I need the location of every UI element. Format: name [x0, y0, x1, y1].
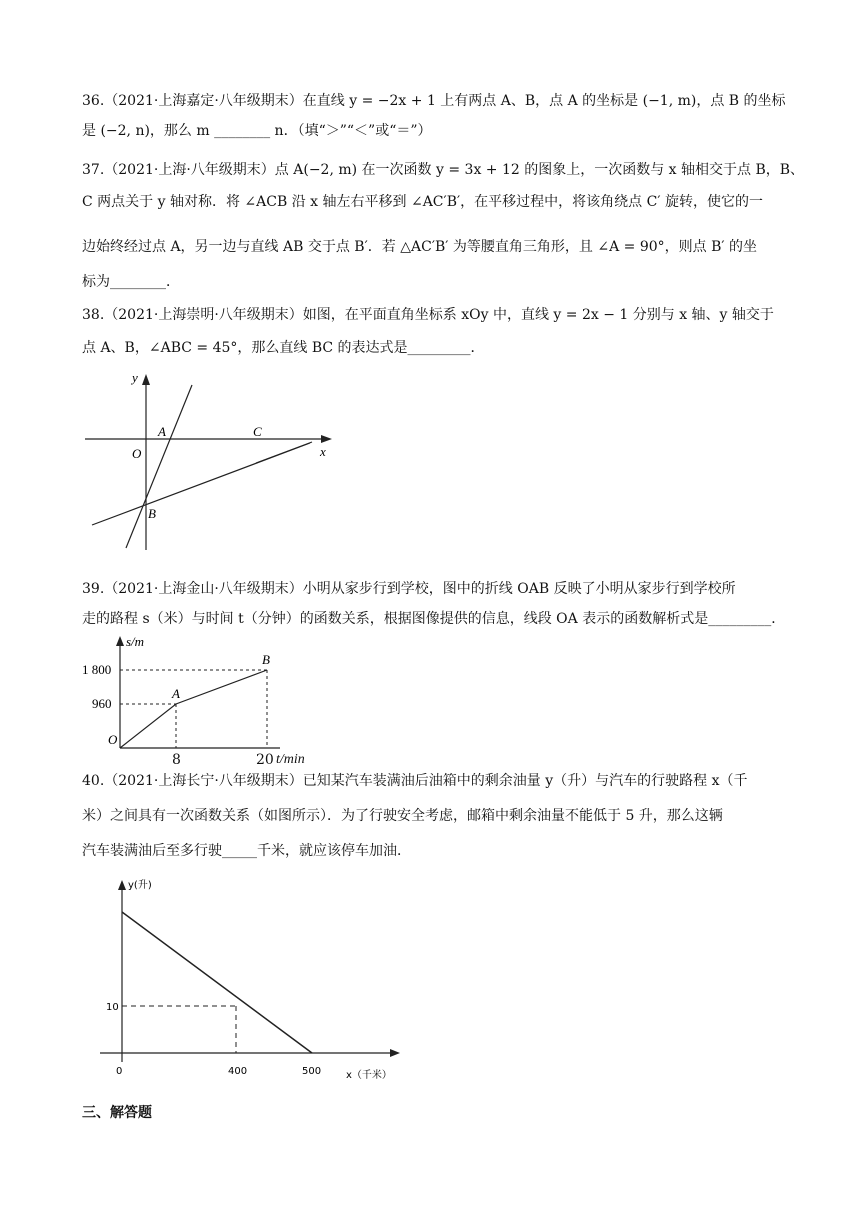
- label-960: 960: [92, 696, 112, 711]
- q37-line-3: 边始终经过点 A，另一边与直线 AB 交于点 B′．若 △AC′B′ 为等腰直角三角形，且 ∠A = 90°，则点 B′ 的坐: [82, 239, 758, 255]
- section-heading: 三、解答题: [82, 1105, 152, 1121]
- figure-40-svg: [90, 872, 410, 1082]
- line-ab: [126, 385, 192, 548]
- y-axis-arrow-icon: [118, 880, 126, 890]
- q40-line-1: 40.（2021·上海长宁·八年级期末）已知某汽车装满油后油箱中的剩余油量 y（升）与汽车的行驶路程 x（千: [82, 773, 748, 789]
- label-x: x: [320, 444, 326, 459]
- y-axis-arrow-icon: [116, 636, 124, 646]
- label-x-axis: x（千米）: [346, 1070, 392, 1081]
- label-o: O: [132, 446, 142, 461]
- x-axis-arrow-icon: [321, 435, 332, 443]
- q40-line-2: 米）之间具有一次函数关系（如图所示）．为了行驶安全考虑，邮箱中剩余油量不能低于 5 升，那么这辆: [82, 808, 723, 824]
- label-y: y: [132, 370, 138, 385]
- label-c: C: [253, 424, 262, 439]
- polyline-oab: [120, 670, 267, 748]
- label-y-axis: y(升): [128, 880, 152, 891]
- label-400: 400: [228, 1066, 248, 1077]
- fig39-xtick-20: 20: [256, 752, 274, 768]
- label-a: A: [158, 424, 166, 439]
- label-s-axis: s/m: [126, 634, 145, 649]
- label-o: O: [108, 732, 118, 747]
- label-1800: 1 800: [82, 662, 112, 677]
- figure-38-svg: [80, 370, 350, 555]
- q36-line-1: 36.（2021·上海嘉定·八年级期末）在直线 y = −2x + 1 上有两点 A、B，点 A 的坐标是 (−1, m)，点 B 的坐标: [82, 93, 786, 109]
- fig39-xlabel: t/min: [276, 752, 305, 767]
- label-b: B: [148, 506, 156, 521]
- figure-40: [90, 872, 410, 1082]
- q38-line-1: 38.（2021·上海崇明·八年级期末）如图，在平面直角坐标系 xOy 中，直线 y = 2x − 1 分别与 x 轴、y 轴交于: [82, 307, 774, 323]
- q38-line-2: 点 A、B，∠ABC = 45°，那么直线 BC 的表达式是_________．: [82, 340, 485, 356]
- y-axis-arrow-icon: [142, 374, 150, 385]
- label-10: 10: [106, 1002, 119, 1013]
- q37-line-1: 37.（2021·上海·八年级期末）点 A(−2, m) 在一次函数 y = 3x + 12 的图象上，一次函数与 x 轴相交于点 B，B、: [82, 162, 805, 178]
- figure-39: [80, 632, 320, 750]
- line-bc-ext: [256, 442, 312, 463]
- label-500: 500: [302, 1066, 322, 1077]
- q39-line-2: 走的路程 s（米）与时间 t（分钟）的函数关系，根据图像提供的信息，线段 OA 表示的函数解析式是_________．: [82, 611, 786, 627]
- q39-line-1: 39.（2021·上海金山·八年级期末）小明从家步行到学校，图中的折线 OAB 反映了小明从家步行到学校所: [82, 581, 736, 597]
- label-0: 0: [116, 1066, 123, 1077]
- q36-line-2: 是 (−2, n)，那么 m ________ n．（填“＞”“＜”或“＝”）: [82, 123, 432, 139]
- fig39-xtick-8: 8: [172, 752, 181, 768]
- label-b: B: [262, 652, 270, 667]
- figure-39-svg: [80, 632, 320, 750]
- label-a: A: [172, 686, 180, 701]
- q40-line-3: 汽车装满油后至多行驶_____千米，就应该停车加油．: [82, 843, 411, 859]
- graph-line: [122, 912, 312, 1053]
- x-axis-arrow-icon: [390, 1049, 400, 1057]
- q37-line-4: 标为________．: [82, 274, 180, 290]
- figure-38: [80, 370, 350, 555]
- q37-line-2: C 两点关于 y 轴对称．将 ∠ACB 沿 x 轴左右平移到 ∠AC′B′，在平移过程中，将该角绕点 C′ 旋转，使它的一: [82, 194, 763, 210]
